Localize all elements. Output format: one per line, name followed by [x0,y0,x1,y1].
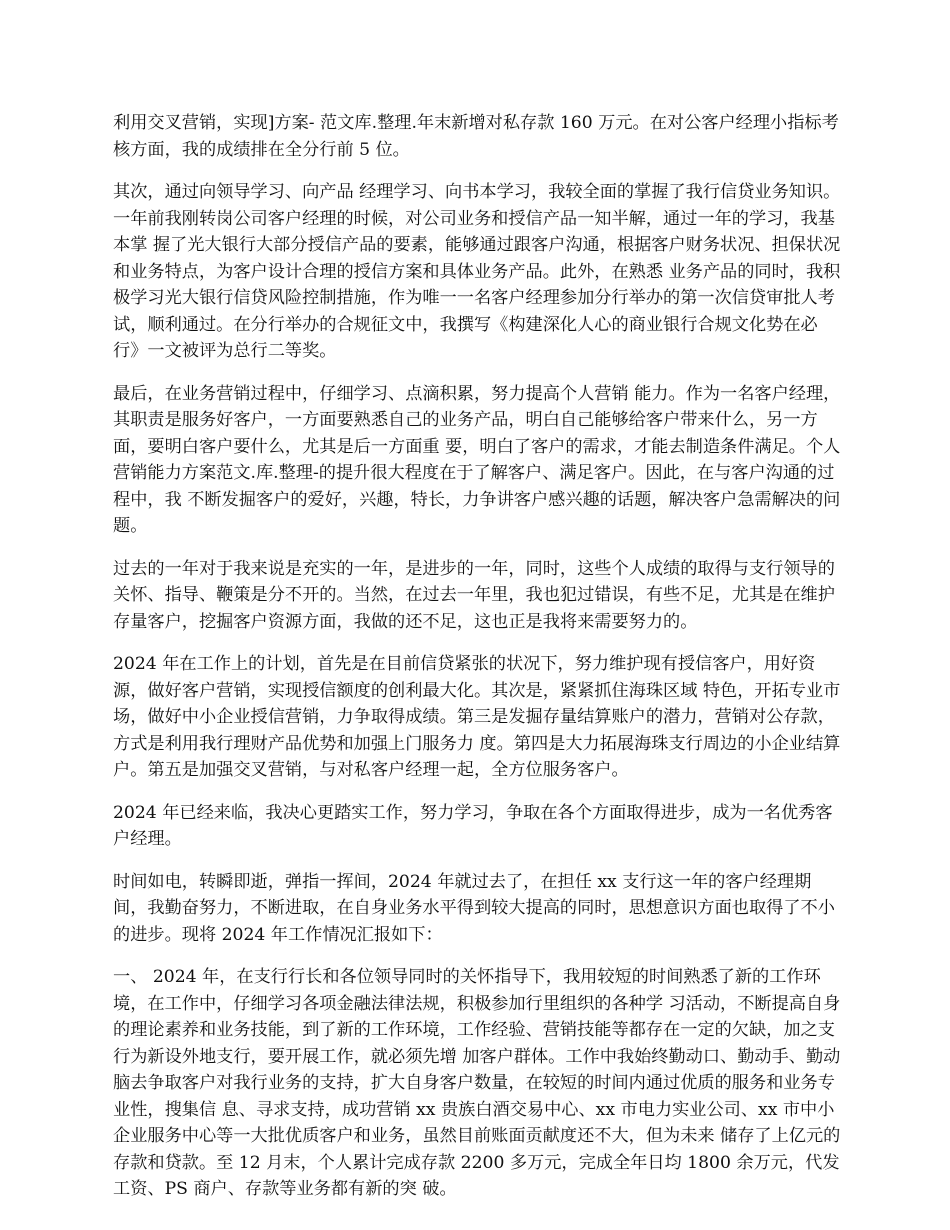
paragraph: 2024 年在工作上的计划，首先是在目前信贷紧张的状况下，努力维护现有授信客户，用好资源，做好客户营销，实现授信额度的创利最大化。其次是，紧紧抓住海珠区域 特色，开拓专业市场，做好中小企业授信营销，力争取得成绩。第三是发掘存量结算账户的潜力，营销对公存款，方式是利用我行理财产品优势和加强上门服务力 度。第四是大力拓展海珠支行周边的小企业结算户。第五是加强交叉营销，与对私客户经理一起，全方位服务客户。 [113,654,841,780]
paragraph: 2024 年已经来临，我决心更踏实工作，努力学习，争取在各个方面取得进步，成为一名优秀客户经理。 [113,802,833,849]
paragraph: 利用交叉营销，实现]方案- 范文库.整理.年末新增对私存款 160 万元。在对公客户经理小指标考核方面，我的成绩排在全分行前 5 位。 [113,113,839,160]
paragraph: 一、 2024 年，在支行行长和各位领导同时的关怀指导下，我用较短的时间熟悉了新的工作环境，在工作中，仔细学习各项金融法律法规，积极参加行里组织的各种学 习活动，不断提高自身的理论素养和业务技能，到了新的工作环境，工作经验、营销技能等都存在一定的欠缺，加之支行为新设外地支行，要开展工作，就必须先增 加客户群体。工作中我始终勤动口、勤动手、勤动脑去争取客户对我行业务的支持，扩大自身客户数量，在较短的时间内通过优质的服务和业务专业性，搜集信 息、寻求支持，成功营销 xx 贵族白酒交易中心、xx 市电力实业公司、xx 市中小企业服务中心等一大批优质客户和业务，虽然目前账面贡献度还不大，但为未来 储存了上亿元的存款和贷款。至 12 月末，个人累计完成存款 2200 多万元，完成全年日均 1800 余万元，代发工资、PS 商户、存款等业务都有新的突 破。 [113,967,841,1199]
document-body [113,110,843,1219]
paragraph: 时间如电，转瞬即逝，弹指一挥间，2024 年就过去了，在担任 xx 支行这一年的客户经理期间，我勤奋努力，不断进取，在自身业务水平得到较大提高的同时，思想意识方面也取得了不小的进步。现将 2024 年工作情况汇报如下： [113,871,835,945]
paragraph: 最后，在业务营销过程中，仔细学习、点滴积累，努力提高个人营销 能力。作为一名客户经理，其职责是服务好客户，一方面要熟悉自己的业务产品，明白自己能够给客户带来什么，另一方面，要明白客户要什么，尤其是后一方面重 要，明白了客户的需求，才能去制造条件满足。个人营销能力方案范文.库.整理-的提升很大程度在于了解客户、满足客户。因此，在与客户沟通的过程中，我 不断发掘客户的爱好，兴趣，特长，力争讲客户感兴趣的话题，解决客户急需解决的问题。 [113,383,841,536]
paragraph: 其次，通过向领导学习、向产品 经理学习、向书本学习，我较全面的掌握了我行信贷业务知识。一年前我刚转岗公司客户经理的时候，对公司业务和授信产品一知半解，通过一年的学习，我基本掌 握了光大银行大部分授信产品的要素，能够通过跟客户沟通，根据客户财务状况、担保状况和业务特点，为客户设计合理的授信方案和具体业务产品。此外，在熟悉 业务产品的同时，我积极学习光大银行信贷风险控制措施，作为唯一一名客户经理参加分行举办的第一次信贷审批人考试，顺利通过。在分行举办的合规征文中，我撰写《构建深化人心的商业银行合规文化势在必行》一文被评为总行二等奖。 [113,182,841,361]
paragraph: 过去的一年对于我来说是充实的一年，是进步的一年，同时，这些个人成绩的取得与支行领导的关怀、指导、鞭策是分不开的。当然，在过去一年里，我也犯过错误，有些不足，尤其是在维护存量客户，挖掘客户资源方面，我做的还不足，这也正是我将来需要努力的。 [113,558,835,632]
